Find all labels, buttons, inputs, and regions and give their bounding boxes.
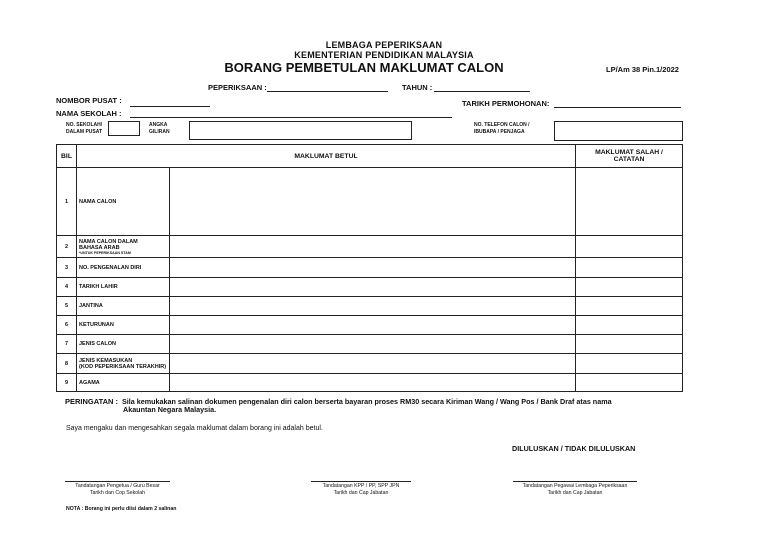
peringatan-label: PERINGATAN :	[65, 397, 119, 406]
row-number: 6	[57, 316, 77, 335]
header-board-name: LEMBAGA PEPERIKSAAN	[325, 40, 443, 50]
row-correct-value-cell[interactable]	[170, 354, 576, 374]
row-correct-value-cell[interactable]	[170, 236, 576, 258]
row-wrong-value-cell[interactable]	[576, 258, 683, 278]
row-field-name: JENIS CALON	[77, 335, 170, 354]
table-row	[57, 236, 683, 258]
tahun-field[interactable]	[435, 82, 529, 91]
signature-line-principal[interactable]	[65, 481, 170, 482]
signature-caption-line2: Tarikh dan Cap Jabatan	[547, 489, 603, 496]
nama-sekolah-label: NAMA SEKOLAH :	[56, 109, 122, 118]
signature-caption-line2: Tarikh dan Cop Sekolah	[89, 489, 146, 496]
declaration-text: Saya mengaku dan mengesahkan segala maklumat dalam borang ini adalah betul.	[66, 425, 323, 432]
row-wrong-value-cell[interactable]	[576, 354, 683, 374]
signature-caption-line1: Tandatangan Pengetua / Guru Besar	[75, 483, 160, 489]
nota-text: NOTA : Borang ini perlu diisi dalam 2 salinan	[66, 506, 177, 512]
angka-giliran-label-line2: GILIRAN	[149, 129, 170, 135]
form-reference: LP/Am 38 Pin.1/2022	[606, 65, 679, 74]
row-field-name	[77, 354, 170, 374]
row-field-name-line2: (KOD PEPERIKSAAN TERAKHIR)	[79, 363, 167, 370]
row-wrong-value-cell[interactable]	[576, 297, 683, 316]
row-number: 7	[57, 335, 77, 354]
nombor-pusat-field[interactable]	[131, 97, 209, 106]
no-sekolah-label-line1: NO. SEKOLAH/	[66, 122, 103, 128]
table-row	[57, 168, 683, 236]
row-wrong-value-cell[interactable]	[576, 374, 683, 392]
row-correct-value-cell[interactable]	[170, 258, 576, 278]
row-field-name-line1: NAMA CALON DALAM	[79, 238, 138, 245]
row-number: 4	[57, 278, 77, 297]
table-row	[57, 297, 683, 316]
row-correct-value-cell[interactable]	[170, 297, 576, 316]
row-correct-value-cell[interactable]	[170, 278, 576, 297]
row-wrong-value-cell[interactable]	[576, 236, 683, 258]
signature-line-jpn[interactable]	[311, 481, 411, 482]
angka-giliran-label-line1: ANGKA	[149, 122, 168, 128]
row-correct-value-cell[interactable]	[170, 335, 576, 354]
row-field-name: TARIKH LAHIR	[77, 278, 170, 297]
row-field-name: KETURUNAN	[77, 316, 170, 335]
signature-caption-jpn	[290, 483, 432, 496]
signature-caption-lp-officer	[495, 483, 655, 496]
row-field-note: *UNTUK PEPERIKSAAN STAM	[79, 250, 131, 255]
row-field-name: AGAMA	[77, 374, 170, 392]
approval-decision: DILULUSKAN / TIDAK DILULUSKAN	[512, 444, 636, 453]
table-row	[57, 374, 683, 392]
row-wrong-value-cell[interactable]	[576, 278, 683, 297]
column-header-bil: BIL	[57, 145, 77, 168]
row-field-name	[77, 236, 170, 258]
signature-line-lp-officer[interactable]	[513, 481, 637, 482]
row-correct-value-cell[interactable]	[170, 168, 576, 236]
no-sekolah-label-line2: DALAM PUSAT	[66, 129, 103, 135]
telefon-label-line1: NO. TELEFON CALON /	[474, 122, 530, 128]
row-number: 9	[57, 374, 77, 392]
peringatan-text-line2: Akauntan Negara Malaysia.	[123, 405, 217, 414]
table-row	[57, 335, 683, 354]
telefon-label-line2: IBUBAPA / PENJAGA	[474, 129, 525, 135]
column-header-salah-line2: CATATAN	[613, 156, 645, 163]
signature-caption-line1: Tandatangan Pegawai Lembaga Peperiksaan	[522, 483, 628, 489]
correction-table	[56, 144, 683, 392]
row-field-name-line2: BAHASA ARAB	[79, 244, 120, 251]
row-number: 2	[57, 236, 77, 258]
row-wrong-value-cell[interactable]	[576, 168, 683, 236]
signature-caption-line2: Tarikh dan Cap Jabatan	[333, 489, 389, 496]
nama-sekolah-field[interactable]	[131, 108, 451, 117]
row-field-name-line1: JENIS KEMASUKAN	[79, 357, 133, 364]
table-row	[57, 258, 683, 278]
row-wrong-value-cell[interactable]	[576, 335, 683, 354]
row-number: 3	[57, 258, 77, 278]
peperiksaan-field[interactable]	[268, 82, 387, 91]
row-number: 8	[57, 354, 77, 374]
tarikh-permohonan-label: TARIKH PERMOHONAN:	[462, 99, 550, 108]
row-field-name: NO. PENGENALAN DIRI	[77, 258, 170, 278]
row-correct-value-cell[interactable]	[170, 316, 576, 335]
peperiksaan-label: PEPERIKSAAN :	[208, 83, 267, 92]
row-wrong-value-cell[interactable]	[576, 316, 683, 335]
row-correct-value-cell[interactable]	[170, 374, 576, 392]
table-row	[57, 278, 683, 297]
angka-giliran-field[interactable]	[189, 121, 412, 140]
column-header-salah-line1: MAKLUMAT SALAH /	[595, 149, 663, 156]
row-number: 1	[57, 168, 77, 236]
tahun-label: TAHUN :	[402, 83, 433, 92]
header-ministry-name: KEMENTERIAN PENDIDIKAN MALAYSIA	[294, 50, 474, 60]
signature-caption-line1: Tandatangan KPP / PP, SPP JPN	[322, 483, 400, 489]
page-title: BORANG PEMBETULAN MAKLUMAT CALON	[224, 60, 504, 75]
column-header-maklumat-betul: MAKLUMAT BETUL	[77, 145, 576, 168]
nombor-pusat-label: NOMBOR PUSAT :	[56, 96, 122, 105]
table-row	[57, 316, 683, 335]
row-field-name: JANTINA	[77, 297, 170, 316]
no-sekolah-field[interactable]	[108, 121, 140, 136]
row-number: 5	[57, 297, 77, 316]
column-header-maklumat-salah	[576, 145, 683, 168]
telefon-field[interactable]	[554, 121, 683, 141]
tarikh-permohonan-field[interactable]	[555, 98, 680, 107]
signature-caption-principal	[45, 483, 190, 496]
peringatan-text-line1: Sila kemukakan salinan dokumen pengenalan diri calon berserta bayaran proses RM30 secara Kiriman Wang / Wang Pos / Bank Draf atas nama	[122, 397, 612, 406]
table-row	[57, 354, 683, 374]
row-field-name: NAMA CALON	[77, 168, 170, 236]
